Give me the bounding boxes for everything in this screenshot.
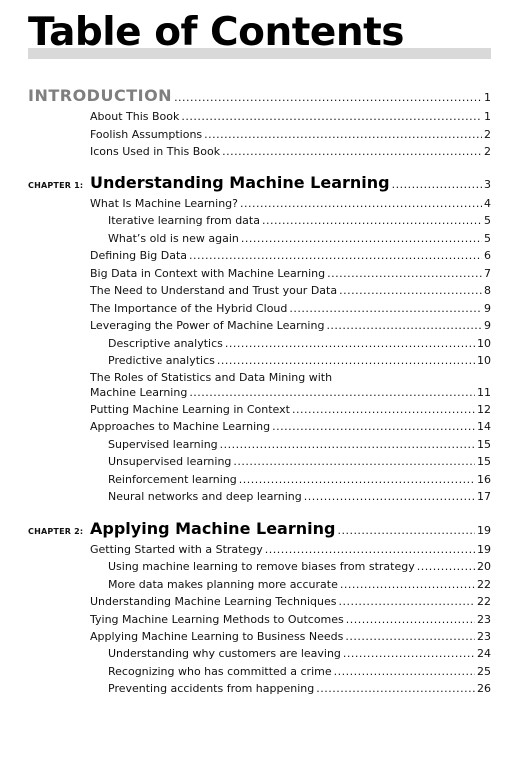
page-number: 11 — [477, 386, 491, 399]
entry-text: Understanding Machine Learning Techniques — [90, 595, 337, 608]
page-number: 19 — [477, 524, 491, 537]
toc-entry[interactable] — [90, 420, 491, 433]
dot-leader — [338, 595, 475, 608]
dot-leader — [239, 473, 475, 486]
page-title: Table of Contents — [28, 10, 404, 55]
entry-line2 — [90, 386, 491, 399]
dot-leader — [189, 386, 475, 399]
page-number: 17 — [477, 490, 491, 503]
toc-subentry[interactable] — [108, 473, 491, 486]
page-number: 1 — [484, 110, 491, 123]
page-number: 14 — [477, 420, 491, 433]
page-number: 6 — [484, 249, 491, 262]
toc-entry[interactable] — [90, 403, 491, 416]
dot-leader — [225, 337, 475, 350]
toc-entry[interactable] — [90, 128, 491, 141]
page-number: 3 — [484, 178, 491, 191]
dot-leader — [189, 249, 482, 262]
dot-leader — [174, 91, 482, 104]
entry-text: Descriptive analytics — [108, 337, 223, 350]
toc-chapter1-heading[interactable] — [90, 173, 491, 192]
dot-leader — [346, 613, 475, 626]
dot-leader — [417, 560, 475, 573]
dot-leader — [304, 490, 475, 503]
toc-entry[interactable] — [90, 145, 491, 158]
dot-leader — [262, 214, 482, 227]
intro-label: INTRODUCTION — [28, 86, 173, 105]
dot-leader — [272, 420, 475, 433]
dot-leader — [343, 647, 475, 660]
dot-leader — [289, 302, 482, 315]
toc-entry-multiline[interactable] — [90, 371, 491, 399]
toc-entry[interactable] — [90, 319, 491, 332]
entry-text: About This Book — [90, 110, 180, 123]
dot-leader — [334, 665, 475, 678]
entry-text: Icons Used in This Book — [90, 145, 221, 158]
page-number: 15 — [477, 438, 491, 451]
chapter2-label: CHAPTER 2: — [28, 527, 84, 536]
toc-entry[interactable] — [90, 613, 491, 626]
entry-text: Foolish Assumptions — [90, 128, 203, 141]
toc-subentry[interactable] — [108, 337, 491, 350]
dot-leader — [220, 438, 475, 451]
toc-subentry[interactable] — [108, 438, 491, 451]
dot-leader — [392, 178, 482, 191]
page-number: 22 — [477, 595, 491, 608]
dot-leader — [265, 543, 475, 556]
page-number: 23 — [477, 613, 491, 626]
dot-leader — [240, 197, 482, 210]
entry-text: Putting Machine Learning in Context — [90, 403, 290, 416]
toc-subentry[interactable] — [108, 560, 491, 573]
dot-leader — [181, 110, 482, 123]
page-number: 7 — [484, 267, 491, 280]
toc-subentry[interactable] — [108, 490, 491, 503]
page-number: 9 — [484, 319, 491, 332]
toc-chapter2-heading[interactable] — [90, 519, 491, 538]
entry-text: More data makes planning more accurate — [108, 578, 338, 591]
entry-text: Big Data in Context with Machine Learning — [90, 267, 326, 280]
toc-subentry[interactable] — [108, 647, 491, 660]
entry-text-line1: The Roles of Statistics and Data Mining with — [90, 371, 333, 384]
page-number: 2 — [484, 145, 491, 158]
page-number: 12 — [477, 403, 491, 416]
toc-subentry[interactable] — [108, 665, 491, 678]
dot-leader — [345, 630, 475, 643]
toc-subentry[interactable] — [108, 232, 491, 245]
chapter1-title: Understanding Machine Learning — [90, 173, 390, 192]
entry-text: Preventing accidents from happening — [108, 682, 315, 695]
toc-entry[interactable] — [90, 249, 491, 262]
page-number: 1 — [484, 91, 491, 104]
toc-subentry[interactable] — [108, 354, 491, 367]
dot-leader — [233, 455, 475, 468]
dot-leader — [316, 682, 475, 695]
page-number: 24 — [477, 647, 491, 660]
entry-text: Understanding why customers are leaving — [108, 647, 341, 660]
toc-entry[interactable] — [90, 630, 491, 643]
page-number: 25 — [477, 665, 491, 678]
entry-text: Leveraging the Power of Machine Learning — [90, 319, 325, 332]
entry-text: Unsupervised learning — [108, 455, 232, 468]
entry-text-line2: Machine Learning — [90, 386, 188, 399]
toc-subentry[interactable] — [108, 214, 491, 227]
toc-entry[interactable] — [90, 197, 491, 210]
page-number: 15 — [477, 455, 491, 468]
toc-entry[interactable] — [90, 284, 491, 297]
entry-text: Getting Started with a Strategy — [90, 543, 263, 556]
entry-text: Neural networks and deep learning — [108, 490, 302, 503]
toc-subentry[interactable] — [108, 455, 491, 468]
toc-entry[interactable] — [90, 302, 491, 315]
entry-text: Applying Machine Learning to Business Needs — [90, 630, 344, 643]
toc-intro-heading[interactable] — [28, 86, 491, 105]
entry-text: Predictive analytics — [108, 354, 215, 367]
chapter2-title: Applying Machine Learning — [90, 519, 336, 538]
entry-text: Using machine learning to remove biases from strategy — [108, 560, 415, 573]
dot-leader — [222, 145, 482, 158]
page-number: 10 — [477, 354, 491, 367]
page-number: 19 — [477, 543, 491, 556]
page-number: 16 — [477, 473, 491, 486]
dot-leader — [337, 524, 475, 537]
entry-text: Approaches to Machine Learning — [90, 420, 271, 433]
dot-leader — [326, 319, 482, 332]
dot-leader — [340, 578, 475, 591]
entry-text: Defining Big Data — [90, 249, 187, 262]
entry-text: Tying Machine Learning Methods to Outcomes — [90, 613, 344, 626]
page-number: 4 — [484, 197, 491, 210]
entry-text: Recognizing who has committed a crime — [108, 665, 332, 678]
dot-leader — [241, 232, 482, 245]
page-number: 9 — [484, 302, 491, 315]
toc-entry[interactable] — [90, 595, 491, 608]
toc-entry[interactable] — [90, 543, 491, 556]
page-number: 5 — [484, 214, 491, 227]
page-number: 10 — [477, 337, 491, 350]
page-number: 5 — [484, 232, 491, 245]
page-number: 23 — [477, 630, 491, 643]
entry-text: The Need to Understand and Trust your Data — [90, 284, 338, 297]
entry-text: Iterative learning from data — [108, 214, 260, 227]
dot-leader — [292, 403, 475, 416]
dot-leader — [204, 128, 482, 141]
dot-leader — [339, 284, 482, 297]
chapter1-label: CHAPTER 1: — [28, 181, 84, 190]
entry-text: Reinforcement learning — [108, 473, 237, 486]
toc-subentry[interactable] — [108, 578, 491, 591]
entry-text: The Importance of the Hybrid Cloud — [90, 302, 288, 315]
toc-subentry[interactable] — [108, 682, 491, 695]
entry-text: Supervised learning — [108, 438, 218, 451]
dot-leader — [217, 354, 475, 367]
page-number: 2 — [484, 128, 491, 141]
toc-entry[interactable] — [90, 110, 491, 123]
toc-entry[interactable] — [90, 267, 491, 280]
entry-text: What’s old is new again — [108, 232, 239, 245]
page-number: 26 — [477, 682, 491, 695]
page-number: 22 — [477, 578, 491, 591]
page-number: 8 — [484, 284, 491, 297]
entry-text: What Is Machine Learning? — [90, 197, 239, 210]
dot-leader — [327, 267, 482, 280]
page-number: 20 — [477, 560, 491, 573]
